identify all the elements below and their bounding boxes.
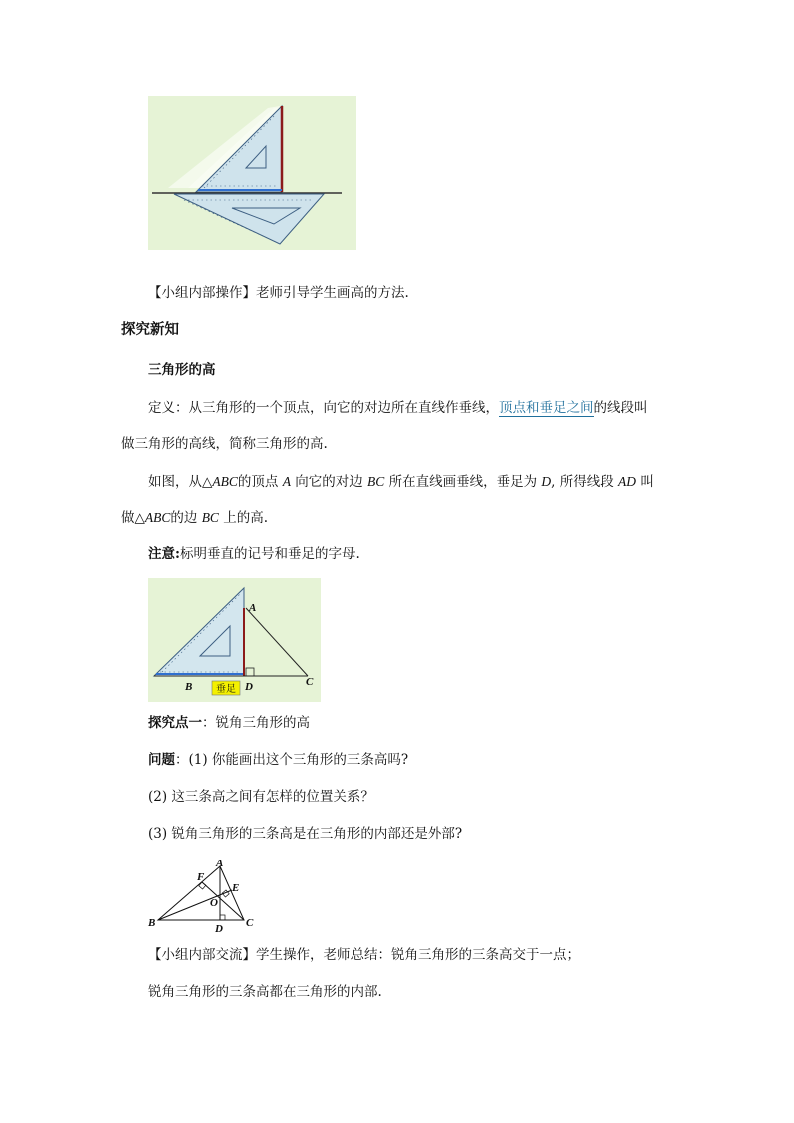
intro-caption [148, 283, 409, 303]
example-text-d: 所在直线画垂线，垂足为 [388, 474, 538, 490]
example-side-bc-2: BC [201, 510, 219, 525]
fig3-label-c: C [246, 917, 254, 929]
example-text-a: 如图，从△ [148, 474, 213, 490]
note [148, 544, 360, 564]
note-label: 注意: [148, 546, 180, 562]
definition-prefix: 定义：从三角形的一个顶点，向它的对边所在直线作垂线， [148, 400, 499, 416]
altitude-figure-2 [148, 578, 321, 702]
example-line-1 [148, 472, 654, 492]
intro-caption-text: 老师引导学生画高的方法. [256, 285, 409, 301]
exchange-label: 【小组内部交流】 [148, 947, 256, 963]
question-1 [148, 750, 408, 770]
question-3: (3) 锐角三角形的三条高是在三角形的内部还是外部? [148, 826, 463, 842]
example-text-b: 的顶点 [237, 474, 279, 490]
example-segment-ad: AD [618, 474, 637, 489]
question-2: (2) 这三条高之间有怎样的位置关系？ [148, 789, 374, 805]
section-title: 探究新知 [121, 321, 179, 338]
question-label: 问题 [148, 752, 175, 768]
example-text-e: , 所得线段 [551, 474, 614, 490]
fig3-label-f: F [197, 871, 205, 883]
altitude-drawing [148, 578, 321, 702]
subsection-title: 三角形的高 [148, 362, 216, 378]
question-1-text: ：(1) 你能画出这个三角形的三条高吗? [175, 752, 409, 768]
fig3-label-d: D [215, 923, 223, 935]
explore-label: 探究点一 [148, 715, 202, 731]
foot-tag: 垂足 [216, 684, 236, 695]
example-foot-d: D [541, 474, 552, 489]
explore-text: ：锐角三角形的高 [202, 715, 310, 731]
exchange-text: 学生操作，老师总结：锐角三角形的三条高交于一点； [256, 947, 580, 963]
example-vertex-a: A [282, 474, 291, 489]
fig2-label-c: C [306, 676, 314, 688]
intro-caption-label: 【小组内部操作】 [148, 285, 256, 301]
acute-triangle-drawing [146, 860, 262, 936]
exchange-line-2: 锐角三角形的三条高都在三角形的内部. [148, 984, 382, 1000]
fig3-label-e: E [232, 882, 240, 894]
fig3-label-o: O [210, 897, 218, 909]
example-triangle-abc-2: ABC [144, 510, 171, 525]
example-line-2 [121, 508, 268, 528]
example-triangle-abc: ABC [212, 474, 238, 489]
example-text-g: 做△ [121, 510, 145, 526]
acute-triangle-figure-3 [146, 860, 262, 936]
example-text-i: 上的高. [223, 510, 269, 526]
note-text: 标明垂直的记号和垂足的字母. [179, 546, 360, 562]
definition-highlight: 顶点和垂足之间 [499, 400, 594, 416]
example-text-h: 的边 [170, 510, 198, 526]
exchange-line-1 [148, 945, 580, 965]
definition-suffix: 的线段叫 [593, 400, 648, 416]
fig3-label-b: B [148, 917, 156, 929]
fig3-label-a: A [216, 860, 224, 869]
set-squares-figure-1 [148, 96, 356, 250]
explore-point-1 [148, 713, 310, 733]
example-text-f: 叫 [640, 474, 654, 490]
fig2-label-b: B [185, 681, 193, 693]
example-side-bc: BC [367, 474, 385, 489]
set-squares-drawing [148, 96, 356, 250]
definition-line-1 [148, 398, 648, 418]
definition-line-2: 做三角形的高线，简称三角形的高. [121, 436, 328, 452]
fig2-label-d: D [245, 681, 253, 693]
fig2-label-a: A [249, 602, 257, 614]
example-text-c: 向它的对边 [295, 474, 363, 490]
